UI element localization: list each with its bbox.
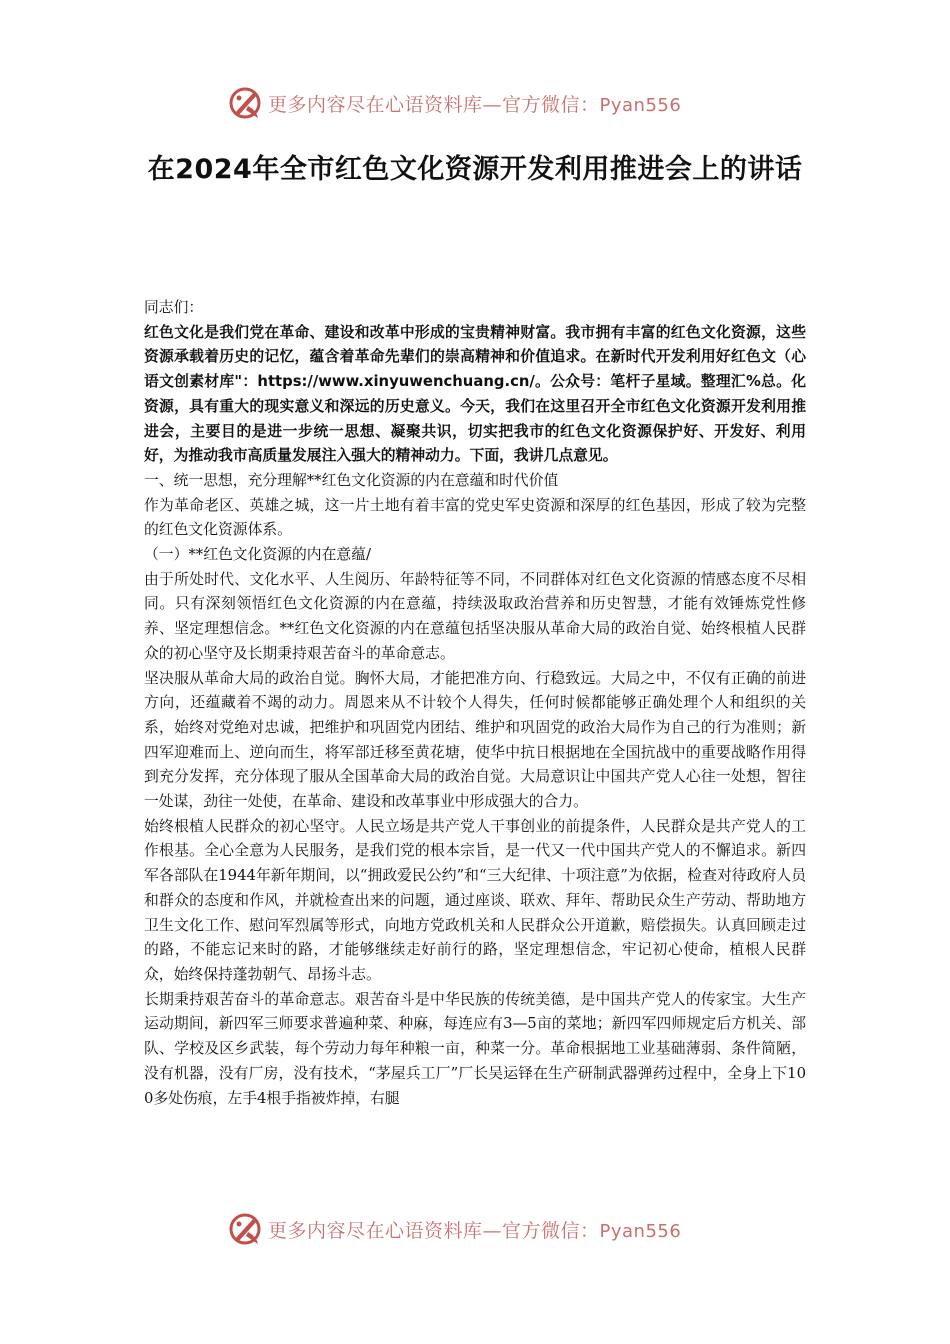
brush-logo-icon (228, 1210, 264, 1248)
banner-text: 更多内容尽在心语资料库—官方微信：Pyan556 (268, 94, 682, 116)
paragraph: 坚决服从革命大局的政治自觉。胸怀大局，才能把准方向、行稳致远。大局之中，不仅有正确的前进方向，还蕴藏着不竭的动力。周恩来从不计较个人得失，任何时候都能够正确处理个人和组织的关系，始终对党绝对忠诚，把维护和巩固党内团结、维护和巩固党的政治大局作为自己的行为准则；新四军迎难而上、逆向而生，将军部迁移至黄花塘，使华中抗日根据地在全国抗战中的重要战略作用得到充分发挥，充分体现了服从全国革命大局的政治自觉。大局意识让中国共产党人心往一处想，智往一处谋，劲往一处使，在革命、建设和改革事业中形成强大的合力。 (144, 669, 806, 811)
section-heading: 一、统一思想，充分理解**红色文化资源的内在意蕴和时代价值 (144, 471, 559, 489)
brush-logo-icon (228, 84, 264, 122)
paragraph: 始终根植人民群众的初心坚守。人民立场是共产党人干事创业的前提条件，人民群众是共产党人的工作根基。全心全意为人民服务，是我们党的根本宗旨，是一代又一代中国共产党人的不懈追求。新四军各部队在1944年新年期间，以“拥政爱民公约”和“三大纪律、十项注意”为依据，检查对待政府人员和群众的态度和作风，并就检查出来的问题，通过座谈、联欢、拜年、帮助民众生产劳动、帮助地方卫生文化工作、慰问军烈属等形式，向地方党政机关和人民群众公开道歉，赔偿损失。认真回顾走过的路，不能忘记来时的路，才能够继续走好前行的路，坚定理想信念，牢记初心使命，植根人民群众，始终保持蓬勃朝气、昂扬斗志。 (144, 817, 806, 983)
wechat-id: Pyan556 (599, 95, 682, 116)
paragraph: 长期秉持艰苦奋斗的革命意志。艰苦奋斗是中华民族的传统美德，是中国共产党人的传家宝。大生产运动期间，新四军三师要求普遍种菜、种麻，每连应有3—5亩的菜地；新四军四师规定后方机关、部队、学校及区乡武装，每个劳动力每年种粮一亩，种菜一分。革命根据地工业基础薄弱、条件简陋，没有机器，没有厂房，没有技术，“茅屋兵工厂”厂长吴运铎在生产研制武器弹药过程中，全身上下100多处伤痕，左手4根手指被炸掉，右腿 (144, 990, 806, 1107)
document-title: 在2024年全市红色文化资源开发利用推进会上的讲话 (147, 154, 803, 185)
subsection-heading: （一）**红色文化资源的内在意蕴/ (144, 546, 371, 564)
banner-text: 更多内容尽在心语资料库—官方微信：Pyan556 (268, 1220, 682, 1242)
paragraph: 作为革命老区、英雄之城，这一片土地有着丰富的党史军史资源和深厚的红色基因，形成了较为完整的红色文化资源体系。 (144, 496, 806, 539)
intro-paragraph: 红色文化是我们党在革命、建设和改革中形成的宝贵精神财富。我市拥有丰富的红色文化资源，这些资源承载着历史的记忆，蕴含着革命先辈们的崇高精神和价值追求。在新时代开发利用好红色文（心语文创素材库"：https://www.xinyuwenchuang.cn/。公众号：笔杆子星域。整理汇%总。化资源，具有重大的现实意义和深远的历史意义。今天，我们在这里召开全市红色文化资源开发利用推进会，主要目的是进一步统一思想、凝聚共识，切实把我市的红色文化资源保护好、开发好、利用好，为推动我市高质量发展注入强大的精神动力。下面，我讲几点意见。 (144, 323, 806, 465)
wechat-id: Pyan556 (599, 1221, 682, 1242)
paragraph: 由于所处时代、文化水平、人生阅历、年龄特征等不同，不同群体对红色文化资源的情感态度不尽相同。只有深刻领悟红色文化资源的内在意蕴，持续汲取政治营养和历史智慧，才能有效锤炼党性修养、坚定理想信念。**红色文化资源的内在意蕴包括坚决服从革命大局的政治自觉、始终根植人民群众的初心坚守及长期秉持艰苦奋斗的革命意志。 (144, 570, 806, 662)
document-body (144, 296, 806, 1111)
salutation: 同志们： (144, 299, 204, 316)
header-banner (0, 82, 950, 126)
footer-banner (0, 1208, 950, 1252)
